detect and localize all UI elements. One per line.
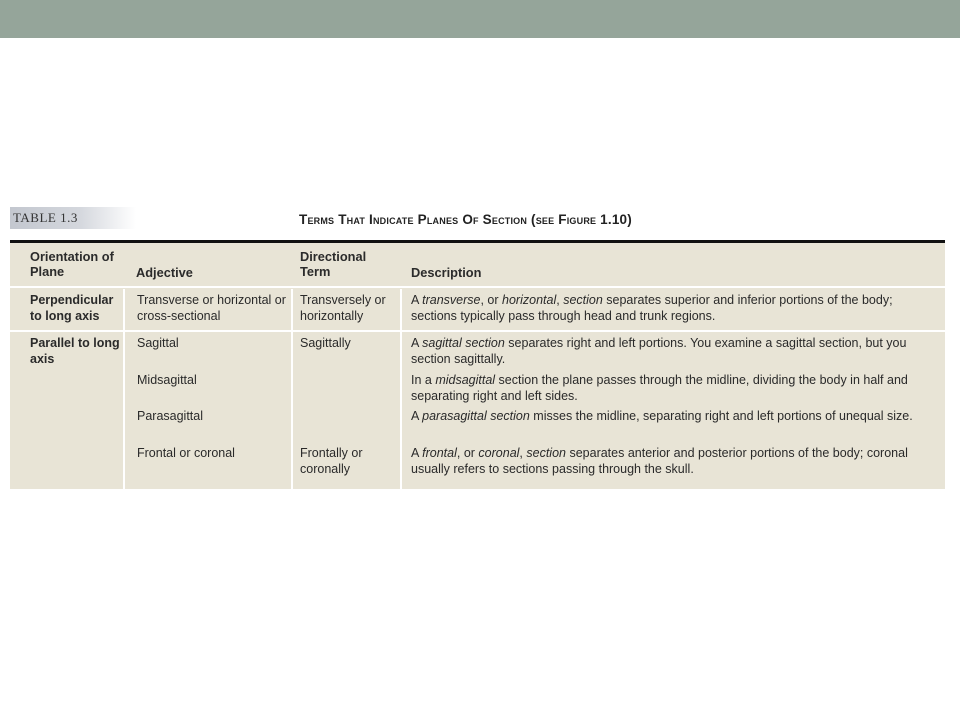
entry-description: A sagittal section separates right and left portions. You examine a sagittal section, but you section sagittally. — [411, 336, 907, 366]
table-number-label: TABLE 1.3 — [10, 207, 136, 229]
row-adjective: Transverse or horizontal or cross-sectional — [137, 293, 286, 323]
header-orientation: Orientation of Plane — [30, 249, 114, 279]
entry-adjective: Sagittal — [137, 336, 179, 350]
top-band — [0, 0, 960, 38]
row-divider — [10, 330, 945, 332]
column-divider — [291, 289, 293, 489]
entry-adjective: Frontal or coronal — [137, 446, 235, 460]
header-directional-term: Directional Term — [300, 249, 367, 279]
entry-directional-term: Sagittally — [300, 336, 351, 350]
entry-description: In a midsagittal section the plane passes through the midline, dividing the body in half and separating right and left sides. — [411, 373, 908, 403]
row-orientation: Parallel to long axis — [30, 336, 120, 366]
table-title: Terms That Indicate Planes Of Section (see Figure 1.10) — [299, 212, 632, 227]
header-adjective: Adjective — [136, 265, 193, 280]
row-directional-term: Transversely or horizontally — [300, 293, 386, 323]
entry-description: A frontal, or coronal, section separates anterior and posterior portions of the body; coronal usually refers to sections passing through the skull. — [411, 446, 908, 476]
row-description: A transverse, or horizontal, section separates superior and inferior portions of the body; sections typically pass through head and trunk regions. — [411, 293, 893, 323]
row-orientation: Perpendicular to long axis — [30, 293, 114, 323]
terms-table — [10, 240, 945, 489]
entry-description: A parasagittal section misses the midline, separating right and left portions of unequal size. — [411, 409, 913, 423]
entry-adjective: Midsagittal — [137, 373, 197, 387]
header-divider — [10, 286, 945, 288]
entry-adjective: Parasagittal — [137, 409, 204, 423]
column-divider — [400, 289, 402, 489]
column-divider — [123, 289, 125, 489]
entry-directional-term: Frontally or coronally — [300, 446, 363, 476]
header-description: Description — [411, 265, 482, 280]
